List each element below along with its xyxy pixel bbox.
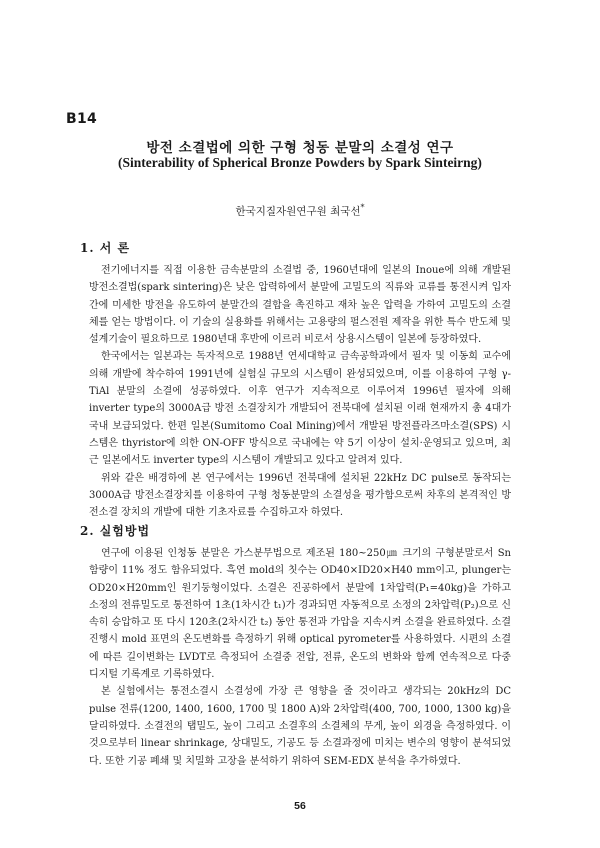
paragraph: 한국에서는 일본과는 독자적으로 1988년 연세대학교 금속공학과에서 필자 및 이동희 교수에 의해 개발에 착수하여 1991년에 실험실 규모의 시스템이 완성되었으며, 이를 이용하여 구형 γ-TiAl 분말의 소결에 성공하였다. 이후 연구가 지속적으로 이루어져 1996년 필자에 의해 inverter type의 3000A급 방전 소결장치가 개발되어 전북대에 설치된 이래 현재까지 총 4대가 국내 보급되었다. 한편 일본(Sumitomo Coal Mining)에서 개발된 방전플라즈마소결(SPS) 시스템은 thyristor에 의한 ON-OFF 방식으로 국내에는 약 5기 이상이 설치·운영되고 있으며, 최근 일본에서도 inverter type의 시스템이 개발되고 있다고 알려져 있다. (89, 351, 511, 467)
paper-code: B14 (66, 111, 98, 127)
author-line (0, 203, 600, 219)
author-mark: * (360, 203, 365, 212)
section-body-intro (89, 262, 511, 521)
paragraph: 위와 같은 배경하에 본 연구에서는 1996년 전북대에 설치된 22kHz DC pulse로 동작되는 3000A급 방전소결장치를 이용하여 구형 청동분말의 소결성을 평가함으로써 차후의 본격적인 방전소결 장치의 개발에 대한 기초자료를 수집하고자 하였다. (89, 472, 511, 519)
title-english: (Sinterability of Spherical Bronze Powders by Spark Sinteirng) (118, 155, 482, 170)
section-heading-intro: 1. 서 론 (80, 241, 131, 255)
author-name: 한국지질자원연구원 최국선 (235, 205, 361, 218)
page-number: 56 (294, 800, 306, 812)
section-heading-methods: 2. 실험방법 (80, 524, 151, 538)
title-korean: 방전 소결법에 의한 구형 청동 분말의 소결성 연구 (146, 140, 454, 156)
paragraph: 전기에너지를 직접 이용한 금속분말의 소결법 중, 1960년대에 일본의 Inoue에 의해 개발된 방전소결법(spark sintering)은 낮은 압력하에서 분말에 고밀도의 직류와 교류를 통전시켜 입자간에 미세한 방전을 유도하여 분말간의 결합을 촉진하고 재차 높은 압력을 가하여 고밀도의 소결체를 얻는 방법이다. 이 기술의 실용화를 위해서는 고용량의 펄스전원 제작을 위한 특수 반도체 및 설계기술이 필요하므로 1980년대 후반에 이르러 비로서 상용시스템이 일본에 등장하였다. (89, 265, 511, 346)
section-body-methods (89, 545, 511, 770)
paragraph: 본 실험에서는 통전소결시 소결성에 가장 큰 영향을 줄 것이라고 생각되는 20kHz의 DC pulse 전류(1200, 1400, 1600, 1700 및 1800 A)와 2차압력(400, 700, 1000, 1300 kg)을 달리하였다. 소결전의 탭밀도, 높이 그리고 소결후의 소결체의 무게, 높이 외경을 측정하였다. 이것으로부터 linear shrinkage, 상대밀도, 기공도 등 소결과정에 미치는 변수의 영향이 분석되었다. 또한 기공 폐쇄 및 치밀화 고장을 분석하기 위하여 SEM-EDX 분석을 추가하였다. (89, 686, 511, 767)
paragraph: 연구에 이용된 인청동 분말은 가스분무법으로 제조된 180~250㎛ 크기의 구형분말로서 Sn 함량이 11% 정도 함유되었다. 흑연 mold의 칫수는 OD40×ID20×H40 mm이고, plunger는 OD20×H20mm인 원기둥형이었다. 소결은 진공하에서 분말에 1차압력(P₁=40kg)을 가하고 소정의 전류밀도로 통전하여 1초(1차시간 t₁)가 경과되면 자동적으로 소정의 2차압력(P₂)으로 신속히 승압하고 또 다시 120초(2차시간 t₂) 동안 통전과 가압을 지속시켜 소결을 완료하였다. 소결진행시 mold 표면의 온도변화를 측정하기 위해 optical pyrometer를 사용하였다. 시편의 소결에 따른 길이변화는 LVDT로 측정되어 소결중 전압, 전류, 온도의 변화와 함께 연속적으로 다중 디지털 기록계로 기록하였다. (89, 548, 511, 681)
